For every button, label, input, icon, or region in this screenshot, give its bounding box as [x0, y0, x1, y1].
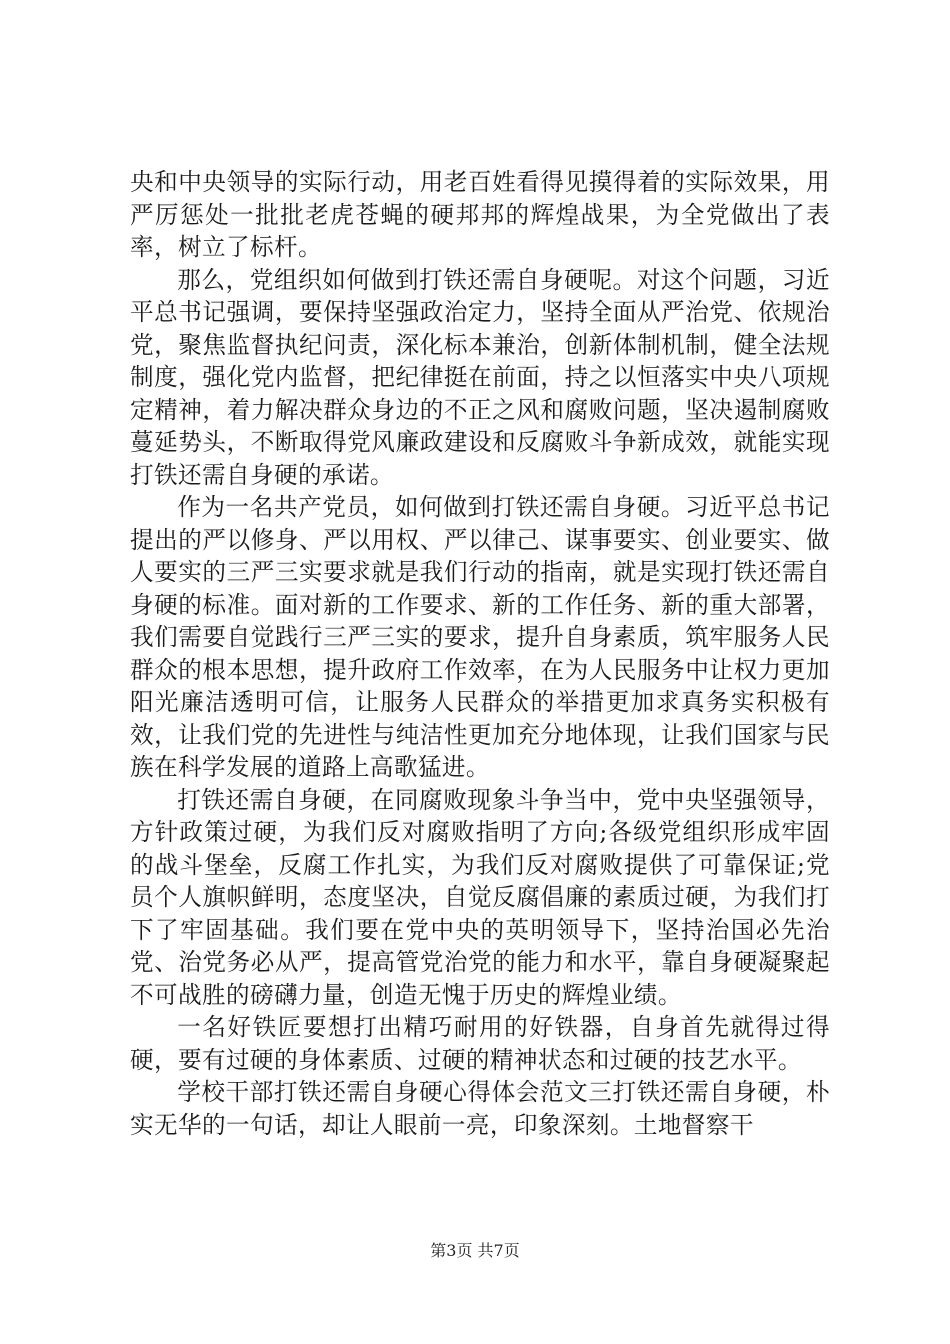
paragraph: 作为一名共产党员，如何做到打铁还需自身硬。习近平总书记提出的严以修身、严以用权、严以律己、谋事要实、创业要实、做人要实的三严三实要求就是我们行动的指南，就是实现打铁还需自身硬的标准。面对新的工作要求、新的工作任务、新的重大部署，我们需要自觉践行三严三实的要求，提升自身素质，筑牢服务人民群众的根本思想，提升政府工作效率，在为人民服务中让权力更加阳光廉洁透明可信，让服务人民群众的举措更加求真务实积极有效，让我们党的先进性与纯洁性更加充分地体现，让我们国家与民族在科学发展的道路上高歌猛进。 — [130, 493, 830, 781]
body-text — [130, 166, 830, 1141]
paragraph: 一名好铁匠要想打出精巧耐用的好铁器，自身首先就得过得硬，要有过硬的身体素质、过硬的精神状态和过硬的技艺水平。 — [130, 1013, 830, 1074]
paragraph: 央和中央领导的实际行动，用老百姓看得见摸得着的实际效果，用严厉惩处一批批老虎苍蝇的硬邦邦的辉煌战果，为全党做出了表率，树立了标杆。 — [130, 168, 830, 261]
page-number-footer: 第3页 共7页 — [430, 1241, 520, 1260]
paragraph: 打铁还需自身硬，在同腐败现象斗争当中，党中央坚强领导，方针政策过硬，为我们反对腐败指明了方向;各级党组织形成牢固的战斗堡垒，反腐工作扎实，为我们反对腐败提供了可靠保证;党员个人旗帜鲜明，态度坚决，自觉反腐倡廉的素质过硬，为我们打下了牢固基础。我们要在党中央的英明领导下，坚持治国必先治党、治党务必从严，提高管党治党的能力和水平，靠自身硬凝聚起不可战胜的磅礴力量，创造无愧于历史的辉煌业绩。 — [130, 785, 830, 1009]
paragraph: 那么，党组织如何做到打铁还需自身硬呢。对这个问题，习近平总书记强调，要保持坚强政治定力，坚持全面从严治党、依规治党，聚焦监督执纪问责，深化标本兼治，创新体制机制，健全法规制度，强化党内监督，把纪律挺在前面，持之以恒落实中央八项规定精神，着力解决群众身边的不正之风和腐败问题，坚决遏制腐败蔓延势头，不断取得党风廉政建设和反腐败斗争新成效，就能实现打铁还需自身硬的承诺。 — [130, 265, 830, 489]
paragraph: 学校干部打铁还需自身硬心得体会范文三打铁还需自身硬，朴实无华的一句话，却让人眼前一亮，印象深刻。土地督察干 — [130, 1078, 830, 1139]
